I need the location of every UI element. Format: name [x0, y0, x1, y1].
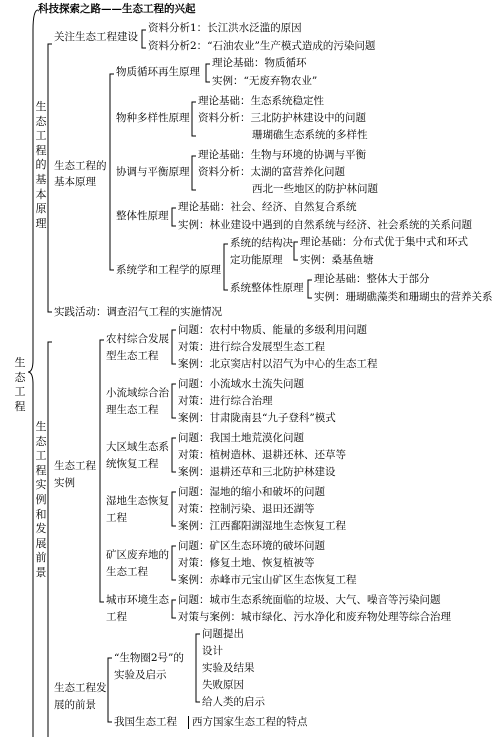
principle-detail: 资料分析：三北防护林建设中的问题: [198, 112, 366, 124]
root-label: 生态工程: [14, 356, 26, 413]
case-detail: 问题：小流域水土流失问题: [178, 378, 304, 390]
case-detail: 问题：矿区生态环境的破坏问题: [178, 540, 325, 552]
case-name: 工程: [106, 611, 127, 623]
case-detail: 案例：赤峰市元宝山矿区生态恢复工程: [178, 574, 357, 586]
principle-detail: 西北一些地区的防护林问题: [252, 183, 378, 195]
case-detail: 对策：植树造林、退耕还林、还草等: [178, 449, 346, 461]
case-name: 矿区废弃地的: [106, 549, 169, 561]
case-detail: 对策：进行综合治理: [178, 395, 273, 407]
case-detail: 对策：修复土地、恢复植被等: [178, 557, 315, 569]
systems-detail: 实例：桑基鱼塘: [300, 254, 374, 266]
principle-detail: 实例：林业建设中遇到的自然系统与经济、社会系统的关系问题: [178, 219, 472, 231]
page-title: 科技探索之路——生态工程的兴起: [38, 3, 196, 15]
systems-detail: 理论基础：分布式优于集中式和环式: [300, 236, 468, 248]
intro-item: 资料分析2：“石油农业”生产模式造成的污染问题: [148, 40, 376, 52]
basics-label: 生态工程的基本原理: [54, 160, 107, 188]
case-detail: 问题：我国土地荒漠化问题: [178, 432, 304, 444]
case-name: 农村综合发展: [106, 333, 169, 345]
principle-name: 整体性原理: [116, 210, 169, 222]
principle-name: 协调与平衡原理: [116, 166, 190, 178]
cases-label-line1: 生态工程: [54, 460, 96, 472]
case-detail: 案例：江西鄱阳湖湿地生态恢复工程: [178, 520, 346, 532]
case-detail: 问题：城市生态系统面临的垃圾、大气、噪音等污染问题: [178, 594, 441, 606]
intro-label: 关注生态工程建设: [54, 31, 138, 43]
part1-label: 生态工程的基本原理: [35, 100, 47, 230]
case-detail: 案例：北京窦店村以沼气为中心的生态工程: [178, 358, 378, 370]
case-name: 小流域综合治: [106, 387, 169, 399]
case-name: 大区域生态系: [106, 441, 169, 453]
intro-item: 资料分析1：长江洪水泛滥的原因: [148, 22, 302, 34]
china-name: 我国生态工程: [114, 716, 177, 728]
case-detail: 案例：甘肃陇南县“九子登科”模式: [178, 412, 336, 424]
principle-detail: 珊瑚礁生态系统的多样性: [252, 129, 368, 141]
prospects-label: 生态工程发: [54, 682, 107, 694]
principle-detail: 理论基础：生态系统稳定性: [198, 95, 324, 107]
case-detail: 问题：湿地的缩小和破坏的问题: [178, 486, 325, 498]
cases-label-line2: 实例: [54, 477, 75, 489]
case-name: 湿地生态恢复: [106, 495, 169, 507]
principle-detail: 理论基础：物质循环: [212, 57, 307, 69]
principle-detail: 理论基础：社会、经济、自然复合系统: [178, 201, 357, 213]
principle-detail: 实例：“无废弃物农业”: [212, 75, 318, 87]
bio2-name: 实验及启示: [114, 669, 167, 681]
china-detail: 西方国家生态工程的特点: [188, 716, 308, 729]
case-name: 生态工程: [106, 566, 148, 578]
case-name: 理生态工程: [106, 404, 159, 416]
principle-name: 系统学和工程学的原理: [116, 264, 221, 276]
systems-detail: 理论基础：整体大于部分: [314, 273, 430, 285]
case-detail: 对策与案例：城市绿化、污水净化和废弃物处理等综合治理: [178, 611, 451, 623]
systems-sub-name: 系统的结构决: [230, 237, 293, 249]
principle-name: 物质循环再生原理: [116, 66, 200, 78]
bio2-item: 实验及结果: [202, 662, 255, 674]
case-name: 统恢复工程: [106, 458, 159, 470]
bio2-item: 设计: [202, 645, 223, 657]
systems-detail: 实例：珊瑚礁藻类和珊瑚虫的营养关系: [314, 291, 493, 303]
principle-detail: 理论基础：生物与环境的协调与平衡: [198, 149, 366, 161]
bio2-name: “生物圈2号”的: [114, 652, 184, 664]
principle-detail: 资料分析：太湖的富营养化问题: [198, 166, 345, 178]
bio2-item: 问题提出: [202, 628, 244, 640]
case-detail: 案例：退耕还草和三北防护林建设: [178, 466, 336, 478]
systems-sub-name: 定功能原理: [230, 254, 283, 266]
bio2-item: 给人类的启示: [202, 696, 265, 708]
case-detail: 对策：进行综合发展型生态工程: [178, 341, 325, 353]
systems-sub-name: 系统整体性原理: [230, 282, 304, 294]
principle-name: 物种多样性原理: [116, 112, 190, 124]
case-name: 工程: [106, 512, 127, 524]
practice-activity: 实践活动：调查沼气工程的实施情况: [54, 306, 222, 318]
bio2-item: 失败原因: [202, 679, 244, 691]
case-detail: 问题：农村中物质、能量的多级利用问题: [178, 324, 367, 336]
case-name: 城市环境生态: [106, 594, 169, 606]
prospects-label: 展的前景: [54, 699, 96, 711]
case-detail: 对策：控制污染、退田还湖等: [178, 503, 315, 515]
part2-label: 生态工程实例和发展前景: [35, 420, 47, 579]
case-name: 型生态工程: [106, 350, 159, 362]
